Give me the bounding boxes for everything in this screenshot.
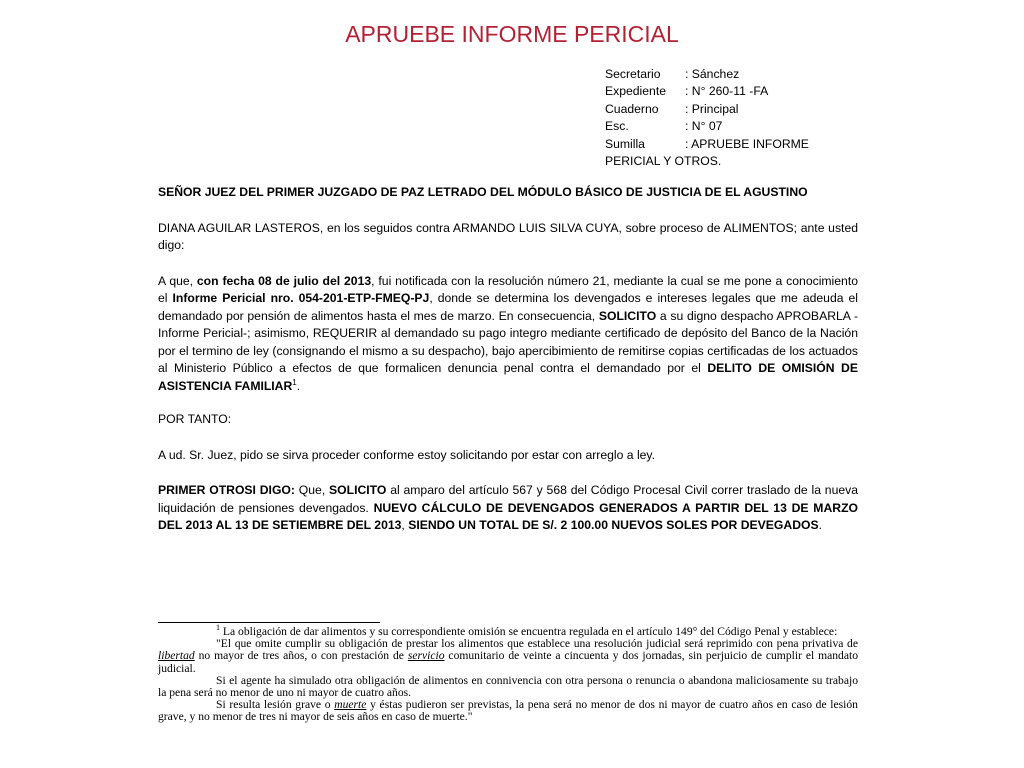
text-run: a su digno despacho APROBARLA -Informe Pericial-; asimismo, REQUERIR al demandado su pago integro mediante certificado de depósito del Banco de la Nación por el termino de ley (consignando el mismo a su despacho), bajo apercibimiento de remitirse copias certificadas de los actuados al Ministerio Público a efectos de que formalicen denuncia penal contra el demandado por el [158,308,858,375]
meta-row-expediente [605,83,809,100]
meta-value: : APRUEBE INFORME [685,136,809,151]
notification-date: con fecha 08 de julio del 2013 [196,273,372,288]
meta-key: Secretario [605,67,661,81]
text-run: . [296,378,301,393]
meta-key: Esc. [605,119,629,134]
document-title: APRUEBE INFORME PERICIAL [345,21,679,47]
text-run: La obligación de dar alimentos y su correspondiente omisión se encuentra regulada en el artículo 149° del Código Penal y establece: [220,625,838,638]
libertad-link[interactable]: libertad [158,649,195,663]
text-run: . [818,518,822,532]
meta-row-sumilla-continued: PERICIAL Y OTROS. [605,154,722,169]
meta-value: : Sánchez [685,67,740,81]
request-keyword: SOLICITO [598,308,657,323]
servicio-link[interactable]: servicio [407,649,445,663]
request-keyword: SOLICITO [329,483,387,497]
text-run: "El que omite cumplir su obligación de prestar los alimentos que establece una resolución judicial será reprimido con pena privativa de [216,637,858,651]
footnote-line-2 [158,638,858,675]
meta-row-cuaderno [605,101,809,118]
closing-paragraph: A ud. Sr. Juez, pido se sirva proceder conforme estoy solicitando por estar con arreglo a ley. [158,447,656,462]
footnote [158,623,858,724]
meta-key: Cuaderno [605,101,659,116]
report-reference: Informe Pericial nro. 054-201-ETP-FMEQ-PJ [172,291,430,305]
meta-row-sumilla [605,136,809,153]
meta-value: : Principal [685,101,739,116]
footnote-number: 1 [216,623,220,633]
case-metadata [605,66,809,170]
text-run: Si resulta lesión grave o [216,698,335,712]
text-run: no mayor de tres años, o con prestación de [194,649,408,663]
meta-key: Expediente [605,84,666,99]
intro-paragraph: DIANA AGUILAR LASTEROS, en los seguidos contra ARMANDO LUIS SILVA CUYA, sobre proceso de ALIMENTOS; ante usted digo: [158,220,858,252]
por-tanto-line: POR TANTO: [158,412,232,426]
text-run: , [401,518,409,532]
text-run: , donde se determina los devengados e intereses legales que me adeuda el demandado por pensión de alimentos hasta el mes de marzo. En consecuencia, [158,291,858,323]
footnote-line-3: Si el agente ha simulado otra obligación de alimentos en connivencia con otra persona o renuncia o abandona maliciosamente su trabajo la pena será no menor de uno ni mayor de cuatro años. [158,673,858,700]
total-amount: SIENDO UN TOTAL DE S/. 2 100.00 NUEVOS SOLES POR DEVEGADOS [408,518,819,532]
text-run: A que, [158,273,197,288]
footnote-marker: 1 [292,377,297,387]
meta-key: Sumilla [605,136,645,151]
meta-row-esc [605,118,809,135]
footnote-line-4 [158,699,858,723]
text-run: al amparo del artículo 567 y 568 del Código Procesal Civil correr traslado de la nueva liquidación de pensiones devengados. [158,483,858,515]
otrosi-paragraph [158,482,858,535]
meta-row-secretario [605,66,809,83]
text-run: Que, [294,483,330,497]
addressee-text: SEÑOR JUEZ DEL PRIMER JUZGADO DE PAZ LETRADO DEL MÓDULO BÁSICO DE JUSTICIA DE EL AGUSTINO [158,185,808,199]
main-paragraph [158,273,858,396]
document-body [158,184,858,551]
text-run: comunitario de veinte a cincuenta y dos jornadas, sin perjuicio de cumplir el mandato judicial. [158,649,858,675]
footnote-separator [158,622,380,623]
addressee [158,184,858,202]
offense-name: DELITO DE OMISIÓN DE ASISTENCIA FAMILIAR [158,361,858,393]
new-calculation: NUEVO CÁLCULO DE DEVENGADOS GENERADOS A PARTIR DEL 13 DE MARZO DEL 2013 AL 13 DE SETIEMBRE DEL 2013 [158,500,858,532]
meta-value: : N° 260-11 -FA [685,84,769,99]
text-run: y éstas pudieron ser previstas, la pena será no menor de dos ni mayor de cuatro años en caso de lesión grave, y no menor de tres ni mayor de seis años en caso de muerte." [158,698,858,724]
text-run: , fui notificada con la resolución número 21, mediante la cual se me pone a conocimiento el [158,273,858,305]
meta-value: : N° 07 [685,119,723,134]
muerte-link[interactable]: muerte [334,698,367,712]
otrosi-label: PRIMER OTROSI DIGO: [158,483,295,497]
